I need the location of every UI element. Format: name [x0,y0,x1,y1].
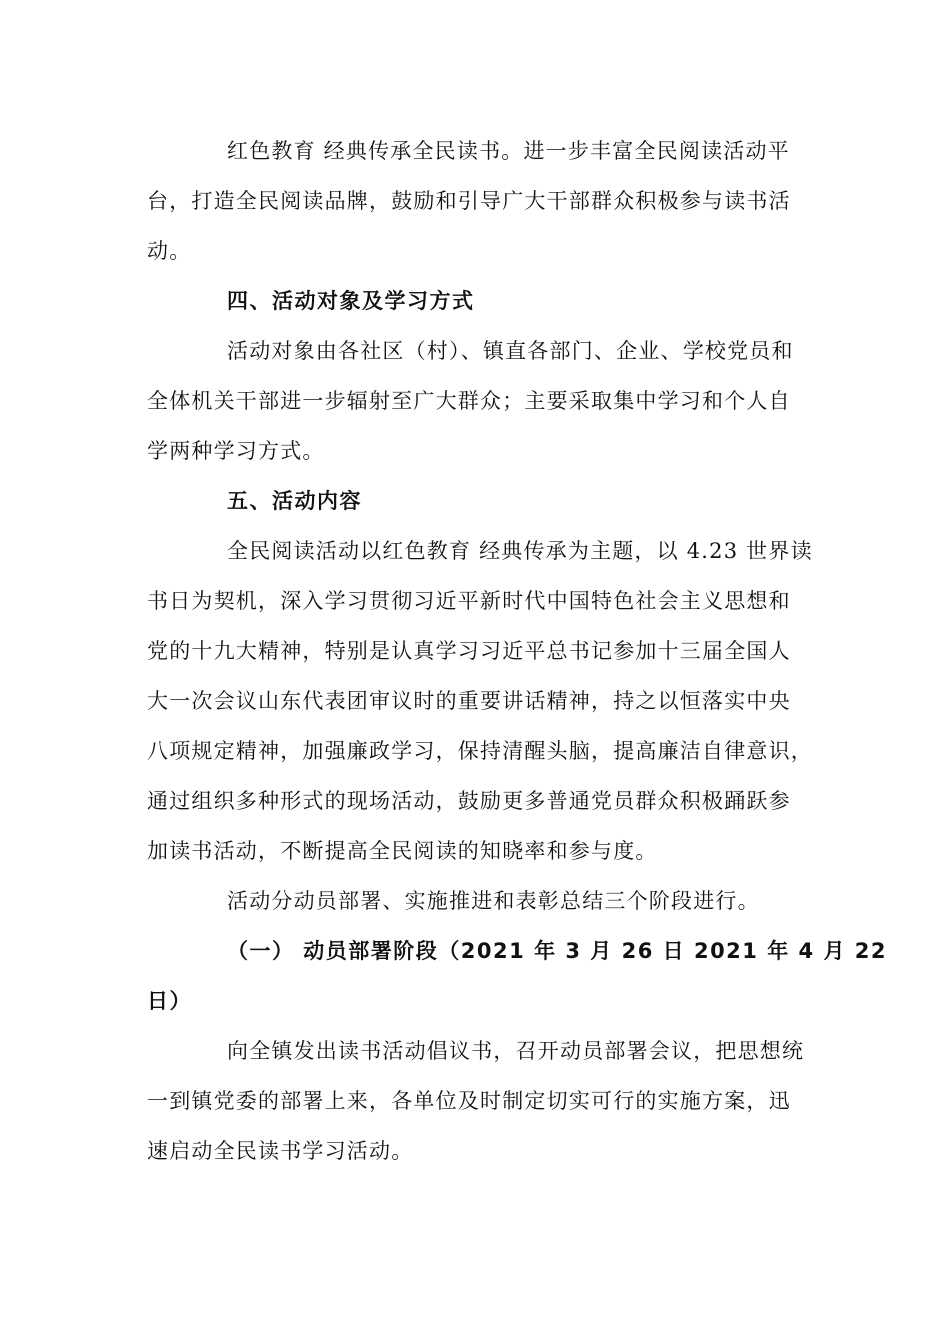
paragraph-1-line-1: 红色教育 经典传承全民读书。进一步丰富全民阅读活动平 [227,139,790,163]
paragraph-2-line-2: 全体机关干部进一步辐射至广大群众；主要采取集中学习和个人自 [147,389,791,413]
paragraph-1-line-3: 动。 [147,239,192,263]
paragraph-5-line-2: 一到镇党委的部署上来，各单位及时制定切实可行的实施方案，迅 [147,1089,791,1113]
paragraph-3-line-2: 书日为契机，深入学习贯彻习近平新时代中国特色社会主义思想和 [147,589,791,613]
paragraph-3-line-5: 八项规定精神，加强廉政学习，保持清醒头脑，提高廉洁自律意识， [147,739,813,763]
paragraph-3-line-7: 加读书活动，不断提高全民阅读的知晓率和参与度。 [147,839,658,863]
section-heading-5: 五、活动内容 [227,489,362,513]
paragraph-3-line-1: 全民阅读活动以红色教育 经典传承为主题，以 4.23 世界读 [227,539,813,563]
paragraph-3-line-4: 大一次会议山东代表团审议时的重要讲话精神，持之以恒落实中央 [147,689,791,713]
paragraph-3-line-3: 党的十九大精神，特别是认真学习习近平总书记参加十三届全国人 [147,639,791,663]
paragraph-4-line-1: 活动分动员部署、实施推进和表彰总结三个阶段进行。 [227,889,760,913]
paragraph-3-line-6: 通过组织多种形式的现场活动，鼓励更多普通党员群众积极踊跃参 [147,789,791,813]
subheading-stage-1-line-1: （一） 动员部署阶段（2021 年 3 月 26 日 2021 年 4 月 22 [227,939,887,963]
paragraph-2-line-3: 学两种学习方式。 [147,439,325,463]
subheading-stage-1-line-2: 日） [147,989,192,1013]
paragraph-2-line-1: 活动对象由各社区（村）、镇直各部门、企业、学校党员和 [227,339,794,363]
paragraph-1-line-2: 台，打造全民阅读品牌，鼓励和引导广大干部群众积极参与读书活 [147,189,791,213]
paragraph-5-line-3: 速启动全民读书学习活动。 [147,1139,414,1163]
paragraph-5-line-1: 向全镇发出读书活动倡议书，召开动员部署会议，把思想统 [227,1039,805,1063]
section-heading-4: 四、活动对象及学习方式 [227,289,475,313]
